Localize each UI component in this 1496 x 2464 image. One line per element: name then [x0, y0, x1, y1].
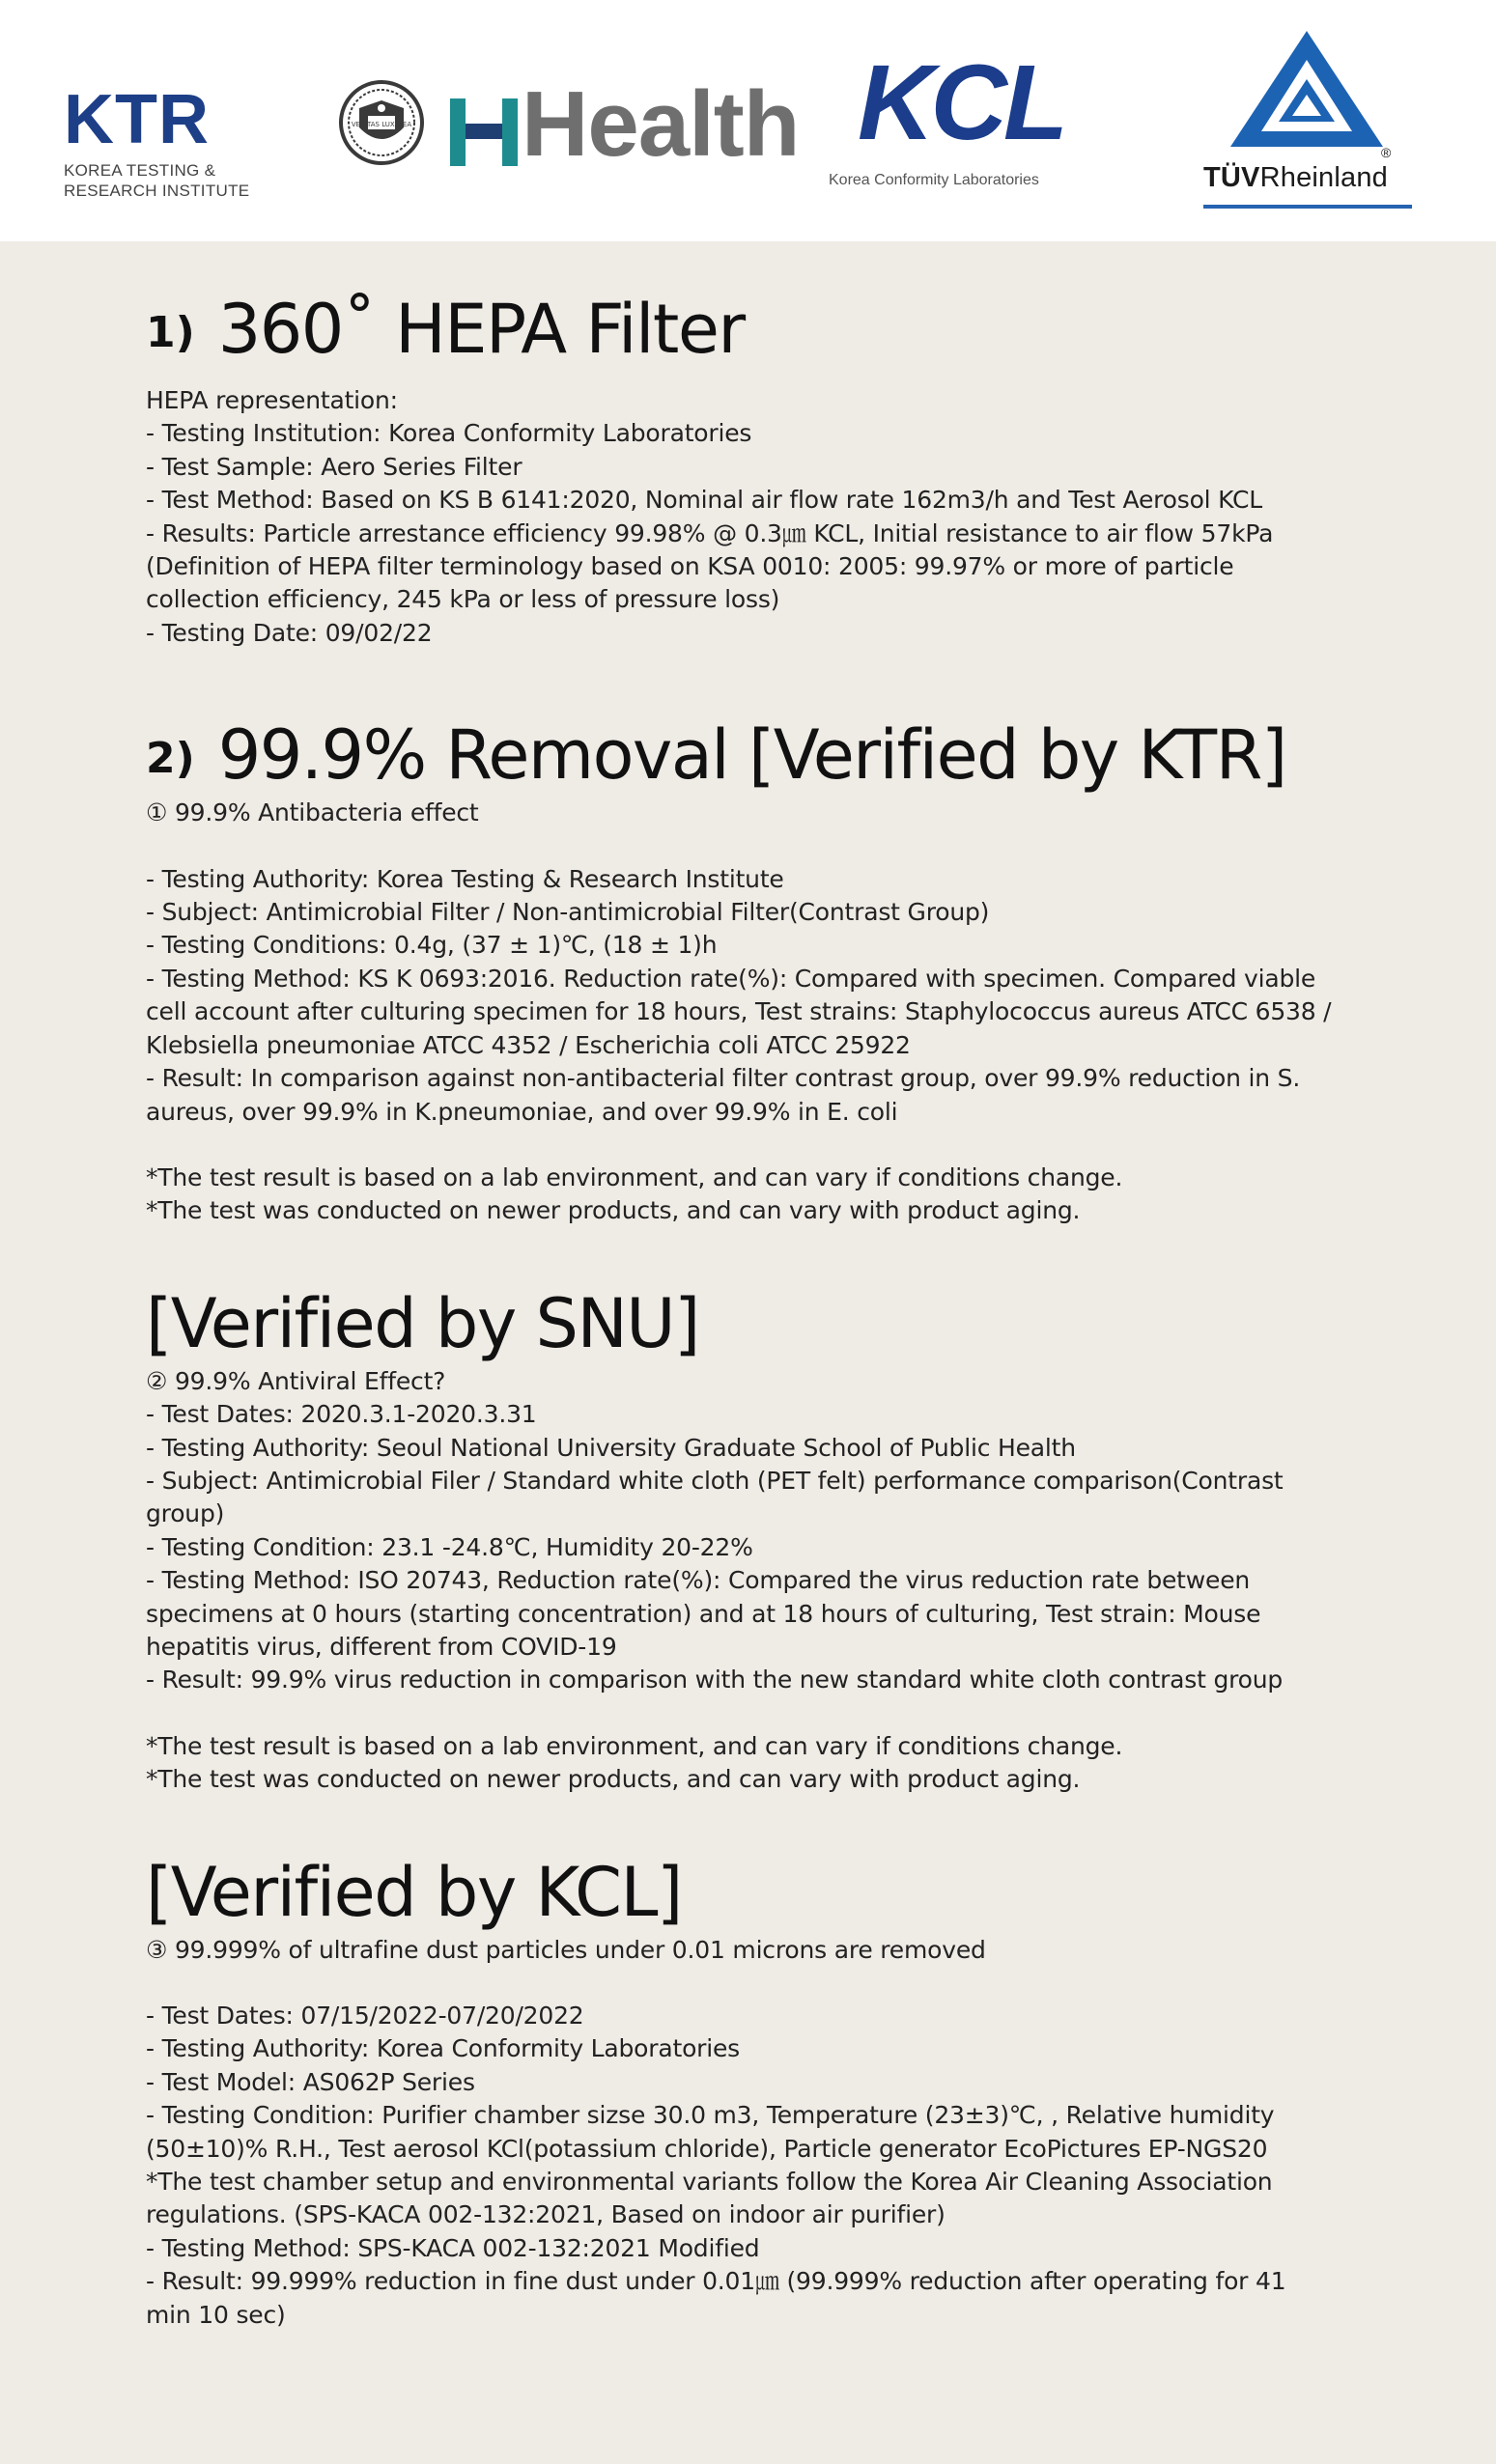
disclaimer-line: *The test result is based on a lab environment, and can vary if conditions change.	[146, 1162, 1123, 1191]
seal-text: VERITAS LUX MEA	[351, 121, 412, 128]
tuv-registered-mark: ®	[1381, 145, 1392, 160]
body-line: - Testing Method: SPS-KACA 002-132:2021 Modified	[146, 2233, 760, 2262]
tuv-logo	[1201, 27, 1412, 220]
body-line: - Testing Condition: Purifier chamber sizse 30.0 m3, Temperature (23±3)℃, , Relative humidity	[146, 2101, 1275, 2130]
body-line: cell account after culturing specimen for 18 hours, Test strains: Staphylococcus aureus ATCC 6538 /	[146, 997, 1332, 1026]
body-line: - Testing Authority: Korea Testing & Research Institute	[146, 864, 784, 893]
ktr-logo-line2: RESEARCH INSTITUTE	[64, 182, 250, 200]
kcl-logo-sub: Korea Conformity Laboratories	[829, 172, 1039, 188]
body-line: (Definition of HEPA filter terminology based on KSA 0010: 2005: 99.97% or more of particle	[146, 552, 1234, 581]
kcl-logo-mark: KCL	[858, 43, 1065, 162]
section-title-snu: [Verified by SNU]	[146, 1283, 699, 1363]
body-line: - Testing Institution: Korea Conformity Laboratories	[146, 419, 752, 448]
body-line: - Results: Particle arrestance efficiency 99.98% @ 0.3㎛ KCL, Initial resistance to air flow 57kPa	[146, 518, 1274, 547]
logo-bar	[0, 0, 1496, 241]
body-line: - Test Dates: 07/15/2022-07/20/2022	[146, 2002, 584, 2030]
body-line: collection efficiency, 245 kPa or less of pressure loss)	[146, 585, 780, 614]
body-line: hepatitis virus, different from COVID-19	[146, 1632, 617, 1661]
body-line: - Test Model: AS062P Series	[146, 2067, 475, 2096]
body-line: - Result: 99.9% virus reduction in comparison with the new standard white cloth contrast group	[146, 1666, 1284, 1694]
body-line: (50±10)% R.H., Test aerosol KCl(potassium chloride), Particle generator EcoPictures EP-NGS20	[146, 2134, 1268, 2163]
body-line: aureus, over 99.9% in K.pneumoniae, and over 99.9% in E. coli	[146, 1097, 898, 1126]
body-line: - Result: In comparison against non-antibacterial filter contrast group, over 99.9% reduction in S.	[146, 1064, 1301, 1093]
ktr-logo	[64, 81, 250, 201]
body-line: ② 99.9% Antiviral Effect?	[146, 1366, 446, 1395]
body-line: specimens at 0 hours (starting concentration) and at 18 hours of culturing, Test strain: Mouse	[146, 1599, 1261, 1628]
body-line: - Testing Authority: Seoul National University Graduate School of Public Health	[146, 1433, 1076, 1462]
body-line: regulations. (SPS-KACA 002-132:2021, Based on indoor air purifier)	[146, 2200, 946, 2229]
ktr-logo-line1: KOREA TESTING &	[64, 161, 216, 180]
section-title-ktr: $^{2)}$ 99.9% Removal [Verified by KTR]	[146, 715, 1286, 796]
body-line: - Test Method: Based on KS B 6141:2020, Nominal air flow rate 162m3/h and Test Aerosol KCL	[146, 486, 1262, 515]
disclaimer-line: *The test result is based on a lab environment, and can vary if conditions change.	[146, 1731, 1123, 1760]
body-line: group)	[146, 1499, 225, 1528]
body-line: min 10 sec)	[146, 2300, 286, 2329]
body-line: - Test Sample: Aero Series Filter	[146, 452, 522, 481]
body-line: ① 99.9% Antibacteria effect	[146, 798, 479, 827]
disclaimer-line: *The test was conducted on newer products, and can vary with product aging.	[146, 1196, 1081, 1225]
body-line: - Testing Condition: 23.1 -24.8℃, Humidity 20-22%	[146, 1532, 753, 1561]
section-body-hepa	[146, 384, 1343, 650]
health-word: Health	[522, 72, 800, 176]
ktr-logo-mark: KTR	[64, 81, 210, 158]
tuv-wordmark: TÜVRheinland	[1203, 162, 1389, 193]
disclaimer-line: *The test was conducted on newer products, and can vary with product aging.	[146, 1765, 1081, 1794]
body-line: - Subject: Antimicrobial Filter / Non-antimicrobial Filter(Contrast Group)	[146, 898, 990, 927]
section-body-ktr	[146, 797, 1343, 1227]
tuv-triangle-icon	[1201, 27, 1412, 153]
body-line: - Testing Authority: Korea Conformity Laboratories	[146, 2034, 741, 2063]
content	[146, 290, 1343, 2332]
body-line: - Subject: Antimicrobial Filer / Standard white cloth (PET felt) performance comparison(Contrast	[146, 1466, 1284, 1495]
section-body-snu	[146, 1365, 1343, 1797]
body-line: - Result: 99.999% reduction in fine dust under 0.01㎛ (99.999% reduction after operating for 41	[146, 2267, 1286, 2296]
section-number: 1)	[146, 308, 195, 357]
body-line: - Testing Method: ISO 20743, Reduction rate(%): Compared the virus reduction rate between	[146, 1566, 1251, 1595]
body-line: HEPA representation:	[146, 386, 398, 414]
body-line: - Testing Conditions: 0.4g, (37 ± 1)℃, (18 ± 1)h	[146, 931, 718, 960]
health-h-icon	[450, 98, 522, 166]
section-title-hepa: $^{1)}$ 360˚ HEPA Filter	[146, 290, 745, 369]
section-body-kcl	[146, 1934, 1343, 2332]
body-line: - Testing Date: 09/02/22	[146, 618, 433, 647]
tuv-underline	[1203, 205, 1412, 209]
body-line: - Testing Method: KS K 0693:2016. Reduction rate(%): Compared with specimen. Compared viable	[146, 964, 1316, 993]
body-line: ③ 99.999% of ultrafine dust particles under 0.01 microns are removed	[146, 1935, 986, 1964]
body-line: - Test Dates: 2020.3.1-2020.3.31	[146, 1400, 537, 1429]
section-title-kcl: [Verified by KCL]	[146, 1852, 682, 1932]
kcl-logo	[829, 43, 1065, 189]
section-number: 2)	[146, 734, 195, 784]
body-line: *The test chamber setup and environmental variants follow the Korea Air Cleaning Association	[146, 2168, 1273, 2197]
body-line: Klebsiella pneumoniae ATCC 4352 / Escherichia coli ATCC 25922	[146, 1030, 911, 1059]
snu-seal-icon	[338, 79, 425, 166]
